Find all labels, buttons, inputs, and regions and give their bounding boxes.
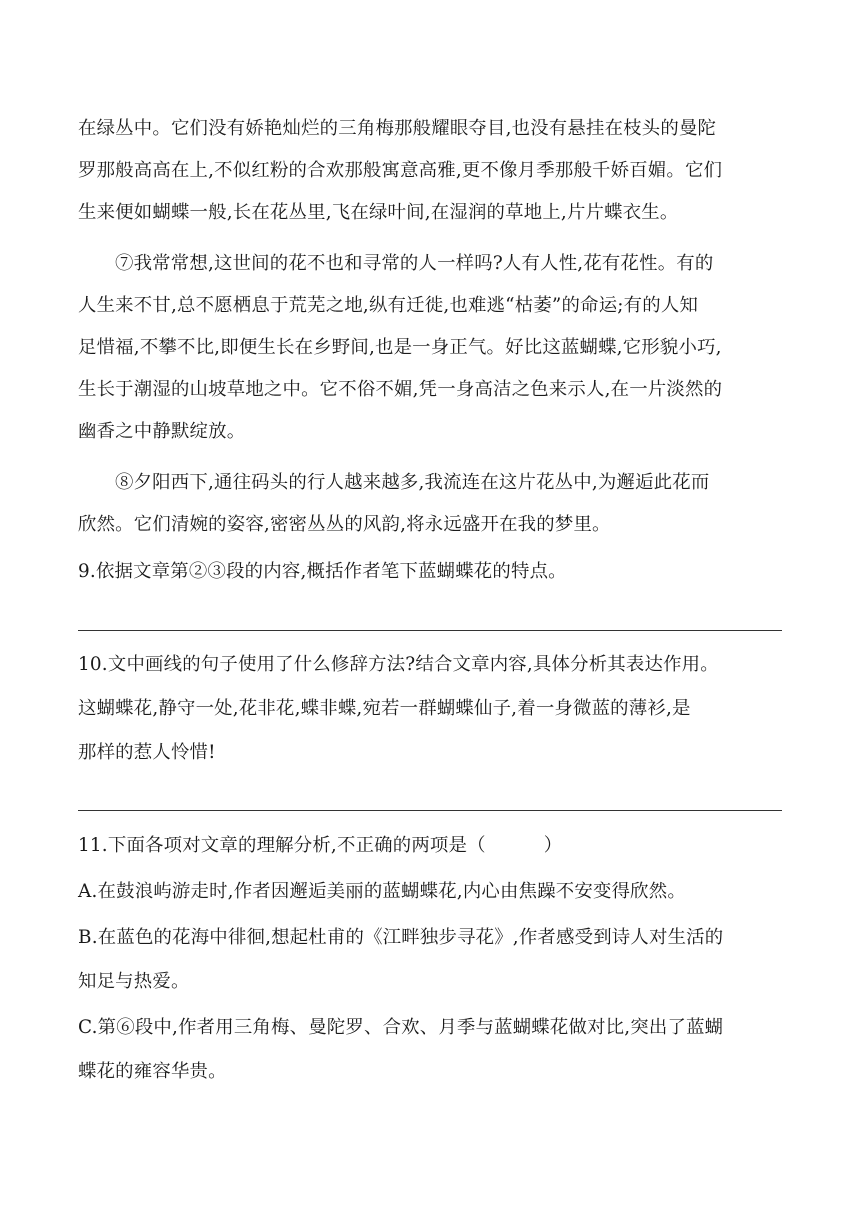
question-10-line: 那样的惹人怜惜!	[78, 742, 216, 763]
option-c-line: C.第⑥段中,作者用三角梅、曼陀罗、合欢、月季与蓝蝴蝶花做对比,突出了蓝蝴	[78, 1017, 724, 1038]
passage-p6-line: 在绿丛中。它们没有娇艳灿烂的三角梅那般耀眼夺目,也没有悬挂在枝头的曼陀	[78, 118, 717, 139]
option-a: A.在鼓浪屿游走时,作者因邂逅美丽的蓝蝴蝶花,内心由焦躁不安变得欣然。	[78, 881, 686, 902]
question-9: 9.依据文章第②③段的内容,概括作者笔下蓝蝴蝶花的特点。	[78, 561, 567, 582]
passage-p7-line: ⑦我常常想,这世间的花不也和寻常的人一样吗?人有人性,花有花性。有的	[115, 253, 714, 274]
passage-p7-line: 足惜福,不攀不比,即便生长在乡野间,也是一身正气。好比这蓝蝴蝶,它形貌小巧,	[78, 337, 722, 358]
question-11-stem-suffix: ）	[543, 835, 563, 856]
passage-p6-line: 罗那般高高在上,不似红粉的合欢那般寓意高雅,更不像月季那般千娇百媚。它们	[78, 160, 723, 181]
passage-p6-line: 生来便如蝴蝶一般,长在花丛里,飞在绿叶间,在湿润的草地上,片片蝶衣生。	[78, 202, 679, 223]
question-11-stem	[78, 834, 562, 858]
question-11-stem-prefix: 11.下面各项对文章的理解分析,不正确的两项是（	[78, 835, 486, 856]
passage-p8-line: 欣然。它们清婉的姿容,密密丛丛的风韵,将永远盛开在我的梦里。	[78, 514, 611, 535]
passage-p7-line: 生长于潮湿的山坡草地之中。它不俗不媚,凭一身高洁之色来示人,在一片淡然的	[78, 379, 723, 400]
option-b-line: B.在蓝色的花海中徘徊,想起杜甫的《江畔独步寻花》,作者感受到诗人对生活的	[78, 927, 724, 948]
answer-line-q9[interactable]	[78, 630, 782, 631]
passage-p7-line: 幽香之中静默绽放。	[78, 421, 246, 442]
option-c-line: 蝶花的雍容华贵。	[78, 1061, 227, 1082]
answer-line-q10[interactable]	[78, 810, 782, 811]
question-10-line: 这蝴蝶花,静守一处,花非花,蝶非蝶,宛若一群蝴蝶仙子,着一身微蓝的薄衫,是	[78, 698, 691, 719]
passage-p7-line: 人生来不甘,总不愿栖息于荒芜之地,纵有迁徙,也难逃“枯萎”的命运;有的人知	[78, 295, 699, 316]
question-10-line: 10.文中画线的句子使用了什么修辞方法?结合文章内容,具体分析其表达作用。	[78, 654, 719, 675]
option-b-line: 知足与热爱。	[78, 971, 190, 992]
passage-p8-line: ⑧夕阳西下,通往码头的行人越来越多,我流连在这片花丛中,为邂逅此花而	[115, 472, 710, 493]
